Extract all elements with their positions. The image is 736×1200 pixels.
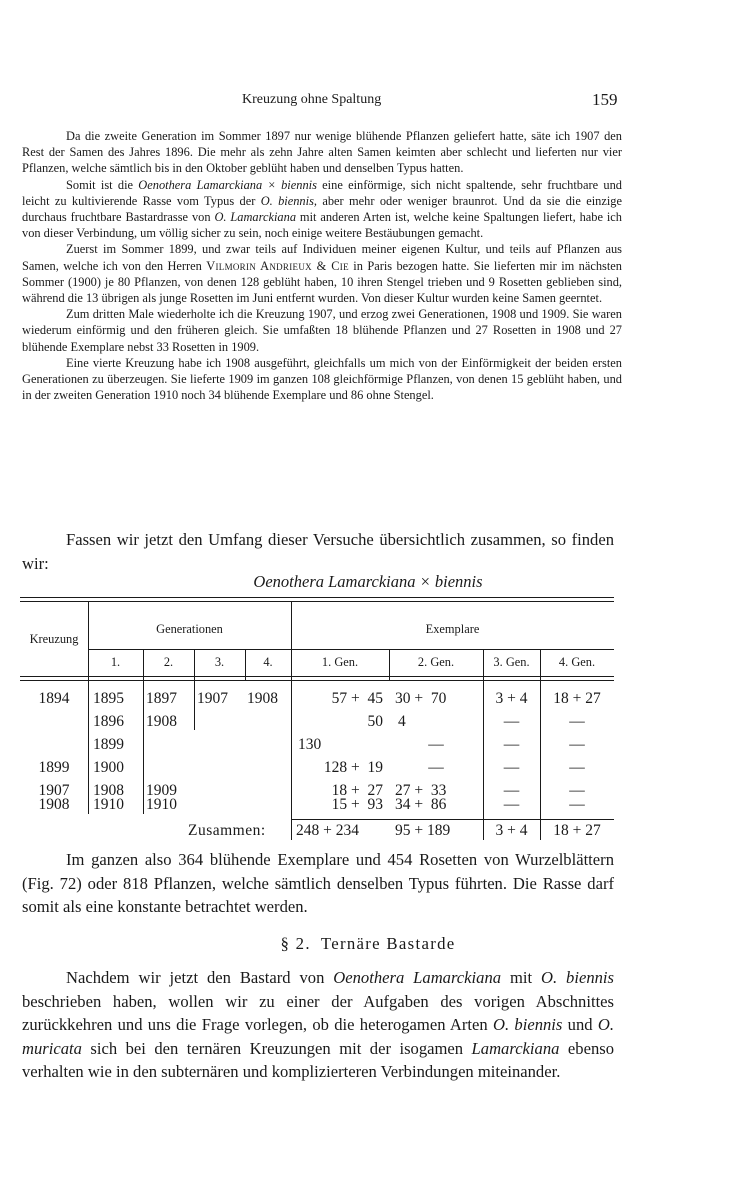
total-ex-4: 18 + 27 [553, 822, 601, 839]
text-run: mit [501, 968, 541, 987]
cell-ex-3: — [503, 796, 520, 813]
species-name: O. Lamarckiana [214, 210, 297, 225]
species-name: Oenothera Lamarckiana × biennis [138, 177, 317, 192]
large-print-block-3 [22, 966, 614, 1084]
table-rule-subhead [88, 649, 614, 650]
species-name: O. biennis, [260, 193, 317, 208]
cell-ex-4: — [569, 796, 585, 813]
total-ex-2: 95 + 189 [395, 822, 451, 839]
text-run: beschrieben haben, wollen wir zu einer der Aufgaben des vorigen Abschnittes zurückkehren und uns die Frage vorlegen, ob die heterogamen Arten [22, 991, 614, 1034]
table-rule-head-bottom-2 [20, 680, 614, 681]
section-title: Ternäre Bastarde [320, 934, 456, 953]
text-run: eine einförmige, sich nicht spaltende, sehr fruchtbare und leicht zu kultivierende Rasse vom Typus der [22, 177, 622, 208]
cell-ex-4: — [569, 736, 585, 753]
cell-ex-2: 4 [398, 713, 406, 730]
cell-ex-3: — [503, 759, 520, 776]
header-exemplare: Exemplare [425, 622, 480, 636]
cell-gen-2: 1908 [146, 713, 177, 730]
cell-ex-3: 3 + 4 [495, 690, 528, 707]
large-print-block-1 [22, 528, 614, 575]
header-generationen: Generationen [156, 622, 223, 636]
cell-gen-1: 1910 [93, 796, 124, 813]
header-gen-3: 3. [214, 655, 225, 669]
header-gen-4: 4. [263, 655, 273, 669]
table-rule-total [292, 819, 614, 820]
cell-ex-2: — [428, 759, 444, 776]
caption-species: Oenothera Lamarckiana [253, 572, 416, 591]
header-gen-1: 1. [110, 655, 121, 669]
section-heading [0, 934, 736, 954]
text-run: und [562, 1015, 598, 1034]
cell-ex-3: — [503, 782, 520, 799]
company-name: Vilmorin Andrieux & Cie [206, 258, 349, 273]
cell-gen-2: 1909 [146, 782, 177, 799]
cell-gen-1: 1895 [93, 690, 124, 707]
cell-ex-1: 15 + 93 [331, 796, 383, 813]
cell-gen-1: 1896 [93, 713, 124, 730]
cross-symbol: × [419, 572, 431, 591]
paragraph-4: Zum dritten Male wiederholte ich die Kreuzung 1907, und erzog zwei Generationen, 1908 und 1909. Sie waren wiederum einförmig und den früheren gleich. Sie umfaßten 18 blühende Pflanzen und 27 Rosetten in 1908 und 27 blühende Exemplare nebst 33 Rosetten in 1909. [22, 307, 622, 354]
species-name: O. biennis [541, 968, 614, 987]
cell-ex-2: — [428, 736, 444, 753]
total-ex-3: 3 + 4 [495, 822, 528, 839]
paragraph-3 [22, 241, 622, 306]
cell-gen-1: 1899 [93, 736, 124, 753]
col-divider [143, 650, 144, 814]
cell-kreuzung: 1907 [38, 782, 70, 799]
cell-gen-3: 1907 [197, 690, 228, 707]
table-rule-top [20, 597, 614, 598]
cell-ex-4: — [569, 782, 585, 799]
cell-ex-4: — [569, 759, 585, 776]
paragraph-2 [22, 177, 622, 242]
header-ex-1: 1. Gen. [321, 655, 359, 669]
cell-kreuzung: 1908 [38, 796, 70, 813]
cell-ex-4: 18 + 27 [553, 690, 601, 707]
species-name: O. muricata [22, 1015, 615, 1058]
text-run: sich bei den ternären Kreuzungen mit der isogamen [81, 1038, 472, 1058]
total-ex-1: 248 + 234 [296, 822, 359, 839]
text-run: Somit ist die [66, 177, 139, 192]
text-run: Zuerst im Sommer 1899, und zwar teils auf Individuen meiner eigenen Kultur, und teils auf Pflanzen aus Samen, welche ich von den Herren [22, 242, 622, 273]
large-print-block-2 [22, 848, 614, 919]
species-name: Oenothera Lamarckiana [333, 968, 502, 987]
cell-kreuzung: 1899 [38, 759, 70, 776]
cell-ex-1: 130 [298, 736, 322, 753]
small-print-block [22, 128, 622, 403]
cell-ex-1: 18 + 27 [331, 782, 383, 799]
text-run: mit anderen Arten ist, welche keine Spaltungen liefert, habe ich von dieser Verbindung, um völlig sicher zu sein, noch einige weitere Bestäubungen gemacht. [22, 210, 622, 241]
cell-gen-4: 1908 [247, 690, 278, 707]
cell-gen-1: 1900 [93, 759, 124, 776]
cell-ex-1: 57 + 45 [331, 690, 383, 707]
paragraph-1: Da die zweite Generation im Sommer 1897 nur wenige blühende Pflanzen geliefert hatte, säte ich 1907 den Rest der Samen des Jahres 1896. Die mehr als zehn Jahre alten Samen keimten aber schlecht und lieferten nur vier Pflanzen, welche sämtlich bis in den Oktober geblüht haben und denselben Typus hatten. [22, 129, 622, 176]
paragraph-8 [22, 966, 614, 1084]
text-run: ebenso verhalten wie in den subternären und komplizierteren Verbindungen miteinander. [22, 1038, 614, 1081]
header-ex-2: 2. Gen. [417, 655, 455, 669]
cell-ex-4: — [569, 713, 585, 730]
running-header: Kreuzung ohne Spaltung [242, 92, 382, 107]
header-gen-2: 2. [163, 655, 174, 669]
species-name: Lamarckiana [471, 1038, 560, 1058]
cell-gen-2: 1910 [146, 796, 177, 813]
cell-kreuzung: 1894 [38, 690, 70, 707]
text-run: Nachdem wir jetzt den Bastard von [66, 968, 334, 987]
caption-species: biennis [434, 572, 483, 591]
cell-ex-3: — [503, 713, 520, 730]
cell-ex-2: 30 + 70 [395, 690, 447, 707]
species-name: O. biennis [492, 1015, 563, 1034]
header-ex-4: 4. Gen. [558, 655, 596, 669]
table-rule-head-bottom [20, 676, 614, 677]
cell-ex-3: — [503, 736, 520, 753]
cell-ex-2: 27 + 33 [395, 782, 447, 799]
table-caption [0, 572, 736, 592]
cell-gen-1: 1908 [93, 782, 124, 799]
table-rule-top-2 [20, 601, 614, 602]
text-run: in Paris bezogen hatte. Sie lieferten mir im nächsten Sommer (1900) je 80 Pflanzen, von denen 128 geblüht haben, 10 ihren Stengel trieben und 9 Rosetten geblieben sind, während die 13 übrigen als junge Rosetten im Juni entfernt wurden. Von dieser Kultur wurden keine Samen geerntet. [22, 258, 623, 306]
cell-ex-1: 128 + 19 [323, 759, 383, 776]
paragraph-6: Fassen wir jetzt den Umfang dieser Versuche übersichtlich zusammen, so finden wir: [22, 530, 614, 573]
paragraph-7: Im ganzen also 364 blühende Exemplare und 454 Rosetten von Wurzelblättern (Fig. 72) oder 818 Pflanzen, welche sämtlich denselben Typus führten. Die Rasse darf somit als eine konstante betrachtet werden. [22, 850, 614, 916]
total-label: Zusammen: [188, 822, 266, 839]
text-run: aber mehr oder weniger braunrot. Und da sie die einzige durchaus fruchtbare Bastardrasse von [22, 193, 622, 225]
page-number: 159 [592, 90, 618, 109]
header-kreuzung: Kreuzung [29, 632, 79, 646]
header-ex-3: 3. Gen. [493, 655, 530, 669]
cell-gen-2: 1897 [146, 690, 177, 707]
cell-ex-1: 50 [367, 713, 383, 730]
section-number: § 2. [280, 934, 311, 953]
paragraph-5: Eine vierte Kreuzung habe ich 1908 ausgeführt, gleichfalls um mich von der Einförmigkeit der beiden ersten Generationen zu überzeugen. Sie lieferte 1909 im ganzen 108 gleichförmige Pflanzen, von denen 15 geblüht haben, und in der zweiten Generation 1910 noch 34 blühende Exemplare und 86 ohne Stengel. [22, 355, 622, 403]
cell-ex-2: 34 + 86 [395, 796, 447, 813]
